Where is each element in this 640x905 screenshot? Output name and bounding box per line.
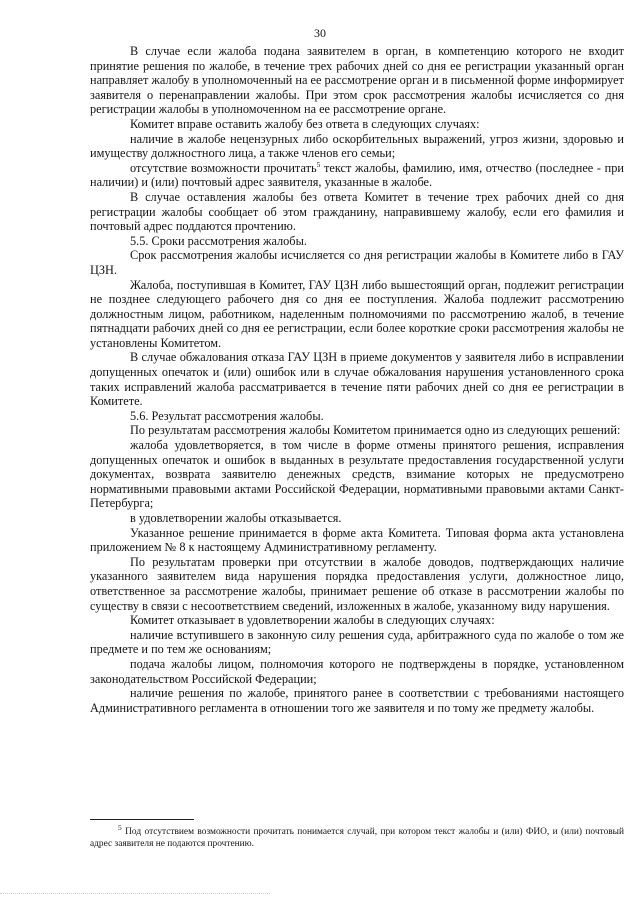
paragraph-obscene-language: наличие в жалобе нецензурных либо оскорбительных выражений, угроз жизни, здоровью и имуществу должностного лица, а также членов его семьи; [90,131,624,161]
paragraph-prior-decision: наличие решения по жалобе, принятого ранее в соответствии с требованиями настоящего Административного регламента в отношении того же заявителя и по тому же предмету жалобы. [90,686,624,715]
paragraph-court-decision: наличие вступившего в законную силу решения суда, арбитражного суда по жалобе о том же предмете и по тем же основаниям; [90,627,624,657]
scan-artifact [0,893,270,898]
footnote [90,822,624,850]
section-heading-5-6: 5.6. Результат рассмотрения жалобы. [130,408,324,423]
unreadable-text-end: текст жалобы, фамилию, имя, отчество (последнее - при наличии) и (или) почтовый адрес заявителя, указанные в жалобе. [90,160,624,190]
paragraph-refusal-appeal: В случае обжалования отказа ГАУ ЦЗН в приеме документов у заявителя либо в исправлении допущенных опечаток и (или) ошибок или в случае обжалования нарушения установленного срока таких исправлений жалоба рассматривается в течение пяти рабочих дней со дня ее регистрации в Комитете. [90,350,624,409]
paragraph-no-answer-cases: Комитет вправе оставить жалобу без ответа в следующих случаях: [130,116,480,131]
footnote-text: Под отсутствием возможности прочитать понимается случай, при котором текст жалобы и (или) ФИО, и (или) почтовый адрес заявителя не подаются прочтению. [90,827,624,849]
footnote-mark: 5 [118,822,122,832]
paragraph-refusal-cases: Комитет отказывает в удовлетворении жалобы в следующих случаях: [130,613,495,628]
paragraph-complaint-rejected: в удовлетворении жалобы отказывается. [130,511,342,525]
page-number: 30 [314,26,326,40]
paragraph-check-results: По результатам проверки при отсутствии в жалобе доводов, подтверждающих наличие указанного заявителем вида нарушения порядка предоставления услуги, должностное лицо, ответственное за рассмотрение жалобы, принимает решение об отказе в рассмотрении жалобы по существу в связи с несоответствием сведений, изложенных в жалобе, указанному виду нарушения. [90,554,624,613]
unreadable-text-start: отсутствие возможности прочитать [130,160,317,175]
paragraph-redirect-complaint: В случае если жалоба подана заявителем в орган, в компетенцию которого не входит принятие решения по жалобе, в течение трех рабочих дней со дня ее регистрации указанный орган направляет жалобу в уполномоченный на ее рассмотрение орган и в письменной форме информирует заявителя о перенаправлении жалобы. При этом срок рассмотрения жалобы исчисляется со дня регистрации жалобы в уполномоченном на ее рассмотрение органе. [90,44,624,117]
body-text [90,44,624,715]
paragraph-decision-types: По результатам рассмотрения жалобы Комитетом принимается одно из следующих решений: [130,423,621,438]
footnote-divider [90,819,194,820]
paragraph-unconfirmed-authority: подача жалобы лицом, полномочия которого не подтверждены в порядке, установленном законодательством Российской Федерации; [90,656,624,686]
paragraph-term-start: Срок рассмотрения жалобы исчисляется со дня регистрации жалобы в Комитете либо в ГАУ ЦЗН. [90,248,624,277]
paragraph-decision-form: Указанное решение принимается в форме акта Комитета. Типовая форма акта установлена приложением № 8 к настоящему Административному регламенту. [90,525,624,555]
paragraph-complaint-satisfied: жалоба удовлетворяется, в том числе в форме отмены принятого решения, исправления допущенных опечаток и ошибок в выданных в результате предоставления государственной услуги документах, возврата заявителю денежных средств, взимание которых не предусмотрено нормативными правовыми актами Российской Федерации, нормативными правовыми актами Санкт-Петербурга; [90,438,624,511]
paragraph-registration-term: Жалоба, поступившая в Комитет, ГАУ ЦЗН либо вышестоящий орган, подлежит регистрации не позднее следующего рабочего дня со дня ее поступления. Жалоба подлежит рассмотрению должностным лицом, работником, наделенным полномочиями по рассмотрению жалоб, в течение пятнадцати рабочих дней со дня ее регистрации, если более короткие сроки рассмотрения жалобы не установлены Комитетом. [90,277,624,350]
paragraph-notify-citizen: В случае оставления жалобы без ответа Комитет в течение трех рабочих дней со дня регистрации жалобы сообщает об этом гражданину, направившему жалобу, если его фамилия и почтовый адрес поддаются прочтению. [90,189,624,234]
section-heading-5-5: 5.5. Сроки рассмотрения жалобы. [130,233,307,248]
footnote-reference: 5 [316,159,321,169]
paragraph-unreadable-text [90,161,624,190]
